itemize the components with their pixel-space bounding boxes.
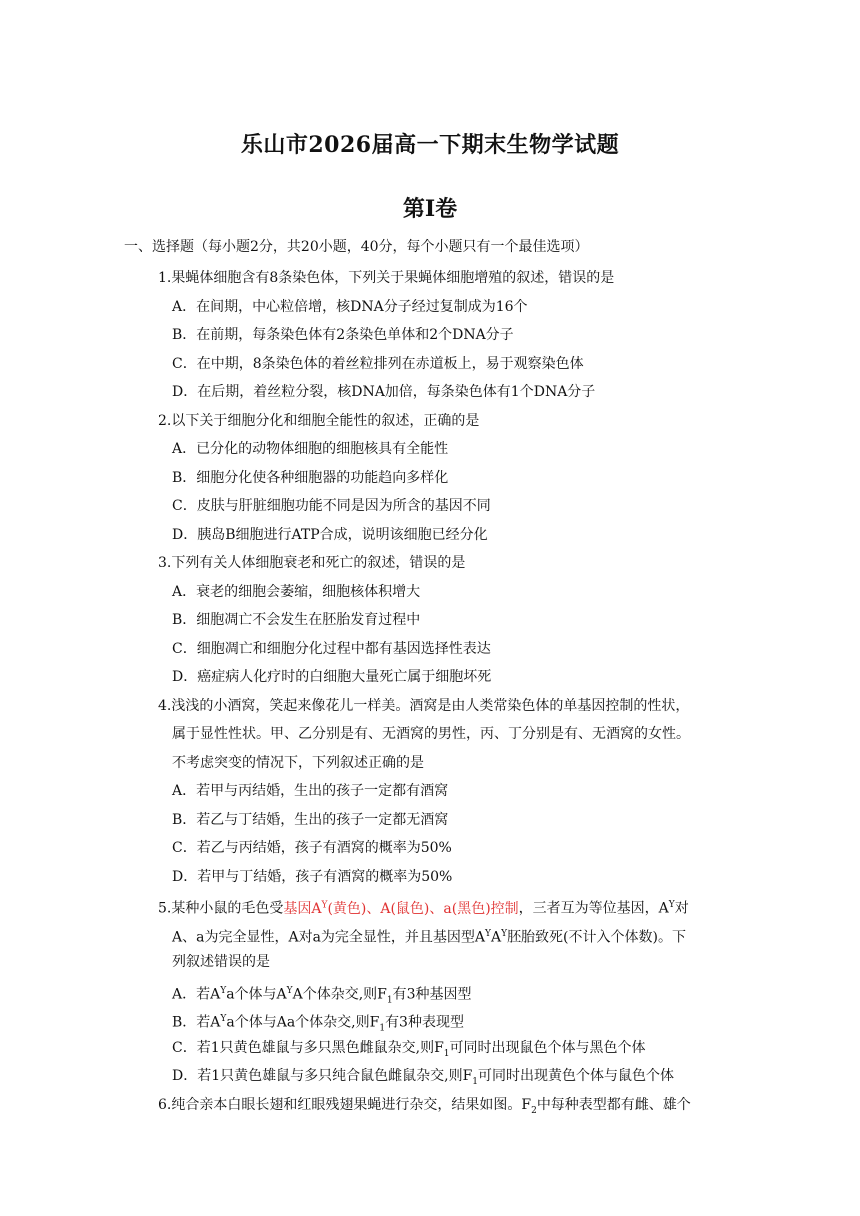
q5-optC-a: C．若1只黄色雄鼠与多只黑色雌鼠杂交,则F xyxy=(172,1039,444,1056)
question-6-stem xyxy=(0,1091,860,1120)
question-5-stem xyxy=(0,891,860,920)
volume-title: 第I卷 xyxy=(402,196,458,222)
q5-line2-sup1: Y xyxy=(485,928,491,939)
question-3-option-b: B．细胞凋亡不会发生在胚胎发育过程中 xyxy=(172,612,421,628)
q5-line2-b: A xyxy=(490,929,502,946)
q5-highlight-b: (黄色)、A(鼠色)、a(黑色)控制 xyxy=(327,900,519,917)
question-2-option-d: D．胰岛B细胞进行ATP合成，说明该细胞已经分化 xyxy=(172,526,488,543)
question-2-stem: 2.以下关于细胞分化和细胞全能性的叙述，正确的是 xyxy=(158,412,480,429)
q5-optD-sub: 1 xyxy=(472,1076,479,1087)
question-4-stem-cont-1: 属于显性性状。甲、乙分别是有、无酒窝的男性，丙、丁分别是有、无酒窝的女性。 xyxy=(172,726,690,742)
exam-title: 乐山市2026届高一下期末生物学试题 xyxy=(240,132,620,158)
question-5-option-d xyxy=(0,1062,860,1091)
q6-stem-a: 6.纯合亲本白眼长翅和红眼残翅果蝇进行杂交，结果如图。F xyxy=(158,1096,532,1113)
question-1-option-d: D．在后期，着丝粒分裂，核DNA加倍，每条染色体有1个DNA分子 xyxy=(172,384,596,400)
q5-stem-highlight xyxy=(283,901,518,917)
q6-stem-b: 中每种表型都有雌、雄个 xyxy=(536,1096,691,1113)
q5-optA-sup1: Y xyxy=(220,985,227,996)
q5-stem-post-sup: Y xyxy=(668,900,675,910)
section-header: 一、选择题（每小题2分，共20小题，40分，每个小题只有一个最佳选项） xyxy=(124,239,589,255)
q5-stem-post-b: 对 xyxy=(674,900,689,917)
q5-line2-sup2: Y xyxy=(501,928,508,939)
question-list xyxy=(0,264,860,1119)
q6-stem-sub: 2 xyxy=(531,1105,537,1116)
question-5-option-a xyxy=(0,977,860,1006)
q5-optA-sup2: Y xyxy=(286,985,293,996)
question-5-stem-cont-1 xyxy=(0,920,860,949)
q5-optD-b: 可同时出现黄色个体与鼠色个体 xyxy=(478,1068,675,1084)
question-3-option-c: C．细胞凋亡和细胞分化过程中都有基因选择性表达 xyxy=(172,640,491,657)
q5-optA-sub: 1 xyxy=(386,994,393,1005)
question-4-option-b: B．若乙与丁结婚，生出的孩子一定都无酒窝 xyxy=(172,811,449,828)
question-2-option-a: A．已分化的动物体细胞的细胞核具有全能性 xyxy=(172,441,449,457)
q5-highlight-sup: Y xyxy=(321,900,328,910)
question-3-option-d: D．癌症病人化疗时的白细胞大量死亡属于细胞坏死 xyxy=(172,669,492,685)
question-5-option-c xyxy=(0,1034,860,1063)
question-1-option-c: C．在中期，8条染色体的着丝粒排列在赤道板上，易于观察染色体 xyxy=(172,355,584,372)
q5-optB-sub: 1 xyxy=(379,1023,386,1034)
question-1-option-a: A．在间期，中心粒倍增，核DNA分子经过复制成为16个 xyxy=(172,298,528,315)
question-3-stem: 3.下列有关人体细胞衰老和死亡的叙述，错误的是 xyxy=(158,555,466,571)
q5-optA-a: A．若A xyxy=(172,986,221,1003)
q5-optC-sub: 1 xyxy=(443,1048,450,1059)
q5-optB-a: B．若A xyxy=(172,1014,221,1031)
question-4-stem: 4.浅浅的小酒窝，笑起来像花儿一样美。酒窝是由人类常染色体的单基因控制的性状， xyxy=(158,697,690,714)
q5-line2-c: 胚胎致死(不计入个体数)。下 xyxy=(507,929,686,946)
question-3-option-a: A．衰老的细胞会萎缩，细胞核体积增大 xyxy=(172,583,421,600)
question-4-option-c: C．若乙与丙结婚，孩子有酒窝的概率为50% xyxy=(172,840,452,856)
q5-optB-sup: Y xyxy=(220,1014,227,1024)
question-2-option-c: C．皮肤与肝脏细胞功能不同是因为所含的基因不同 xyxy=(172,498,491,514)
question-4-option-d: D．若甲与丁结婚，孩子有酒窝的概率为50% xyxy=(172,868,453,885)
question-4-stem-cont-2: 不考虑突变的情况下，下列叙述正确的是 xyxy=(172,754,424,771)
question-2-option-b: B．细胞分化使各种细胞器的功能趋向多样化 xyxy=(172,469,449,486)
question-1-stem: 1.果蝇体细胞含有8条染色体，下列关于果蝇体细胞增殖的叙述，错误的是 xyxy=(158,270,615,286)
q5-optC-b: 可同时出现鼠色个体与黑色个体 xyxy=(449,1039,646,1056)
question-4-option-a: A．若甲与丙结婚，生出的孩子一定都有酒窝 xyxy=(172,783,449,799)
q5-stem-pre: 5.某种小鼠的毛色受 xyxy=(158,900,284,917)
q5-optA-b: a个体与A xyxy=(226,986,287,1003)
q5-optA-d: 有3种基因型 xyxy=(392,986,472,1003)
q5-optB-b: a个体与Aa个体杂交,则F xyxy=(226,1014,380,1031)
q5-stem-post-a: ，三者互为等位基因，A xyxy=(518,900,669,917)
q5-optA-c: A个体杂交,则F xyxy=(292,986,387,1003)
question-1-option-b: B．在前期，每条染色体有2条染色单体和2个DNA分子 xyxy=(172,327,514,343)
q5-optD-a: D．若1只黄色雄鼠与多只纯合鼠色雌鼠杂交,则F xyxy=(172,1068,473,1084)
question-5-stem-cont-2: 列叙述错误的是 xyxy=(172,954,270,970)
q5-highlight-a: 基因A xyxy=(283,900,322,917)
q5-line2-a: A、a为完全显性，A对a为完全显性，并且基因型A xyxy=(172,929,486,946)
q5-optB-c: 有3种表现型 xyxy=(385,1014,464,1031)
question-5-option-b xyxy=(0,1005,860,1034)
